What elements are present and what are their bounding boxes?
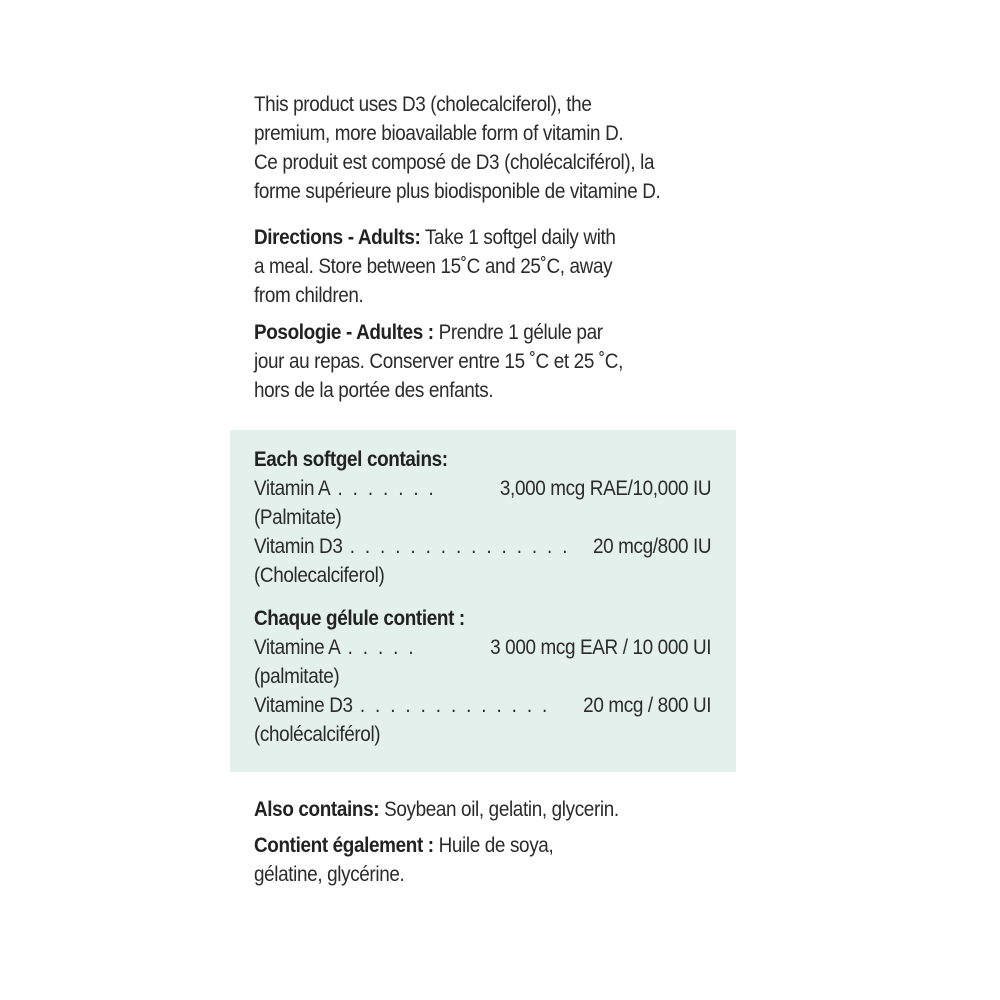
directions-en-line-1: [254, 223, 686, 252]
also-contains-fr-line-1: [254, 831, 686, 860]
intro-fr-line-1: Ce produit est composé de D3 (cholécalciférol), la: [254, 151, 655, 174]
ingredients-fr-heading: Chaque gélule contient :: [254, 607, 465, 630]
ingredient-source: (Palmitate): [254, 506, 342, 529]
ingredient-name: Vitamine D3: [254, 694, 353, 717]
ingredient-row: [254, 532, 711, 561]
directions-fr: [254, 318, 686, 405]
directions-fr-line-3: hors de la portée des enfants.: [254, 379, 494, 402]
also-contains-en-text: Soybean oil, gelatin, glycerin.: [379, 798, 619, 821]
also-contains-en-heading: Also contains:: [254, 798, 380, 821]
ingredient-name: Vitamin D3: [254, 535, 343, 558]
directions-en: [254, 223, 686, 310]
ingredients-fr: [254, 604, 712, 749]
directions-fr-heading: Posologie - Adultes :: [254, 321, 434, 344]
ingredient-name: Vitamine A: [254, 636, 341, 659]
also-contains-en-line: [254, 795, 686, 824]
also-contains-fr-heading: Contient également :: [254, 834, 434, 857]
directions-en-line-3: from children.: [254, 284, 364, 307]
ingredient-row: [254, 691, 711, 720]
intro-fr-line-2: forme supérieure plus biodisponible de vitamine D.: [254, 180, 661, 203]
ingredients-en-heading: Each softgel contains:: [254, 448, 448, 471]
directions-en-text-1: Take 1 softgel daily with: [420, 226, 616, 249]
ingredient-source: (palmitate): [254, 665, 340, 688]
ingredient-row: [254, 474, 711, 503]
leader-dots: . . . . . . .: [337, 477, 437, 500]
ingredients-en: [254, 445, 712, 590]
also-contains-fr-line-2: gélatine, glycérine.: [254, 863, 405, 886]
also-contains-fr-text-1: Huile de soya,: [433, 834, 554, 857]
leader-dots: . . . . . . . . . . . . . . .: [349, 535, 570, 558]
directions-fr-line-1: [254, 318, 686, 347]
ingredient-amount: 3,000 mcg RAE/10,000 IU: [499, 477, 712, 500]
directions-en-heading: Directions - Adults:: [254, 226, 421, 249]
directions-fr-text-1: Prendre 1 gélule par: [433, 321, 603, 344]
ingredient-amount: 20 mcg/800 IU: [592, 535, 712, 558]
leader-dots: . . . . .: [347, 636, 416, 659]
ingredient-amount: 3 000 mcg EAR / 10 000 UI: [490, 636, 712, 659]
directions-fr-line-2: jour au repas. Conserver entre 15 ˚C et 25 ˚C,: [254, 350, 623, 373]
leader-dots: . . . . . . . . . . . . .: [359, 694, 550, 717]
ingredient-name: Vitamin A: [254, 477, 331, 500]
intro-en-line-1: This product uses D3 (cholecalciferol), the: [254, 93, 592, 116]
intro-en-line-2: premium, more bioavailable form of vitamin D.: [254, 122, 624, 145]
ingredient-source: (cholécalciférol): [254, 723, 381, 746]
intro-text: [254, 90, 686, 206]
also-contains-en: [254, 795, 686, 824]
directions-en-line-2: a meal. Store between 15˚C and 25˚C, away: [254, 255, 613, 278]
also-contains-fr: [254, 831, 686, 889]
ingredient-source: (Cholecalciferol): [254, 564, 385, 587]
ingredient-row: [254, 633, 711, 662]
ingredient-amount: 20 mcg / 800 UI: [583, 694, 712, 717]
